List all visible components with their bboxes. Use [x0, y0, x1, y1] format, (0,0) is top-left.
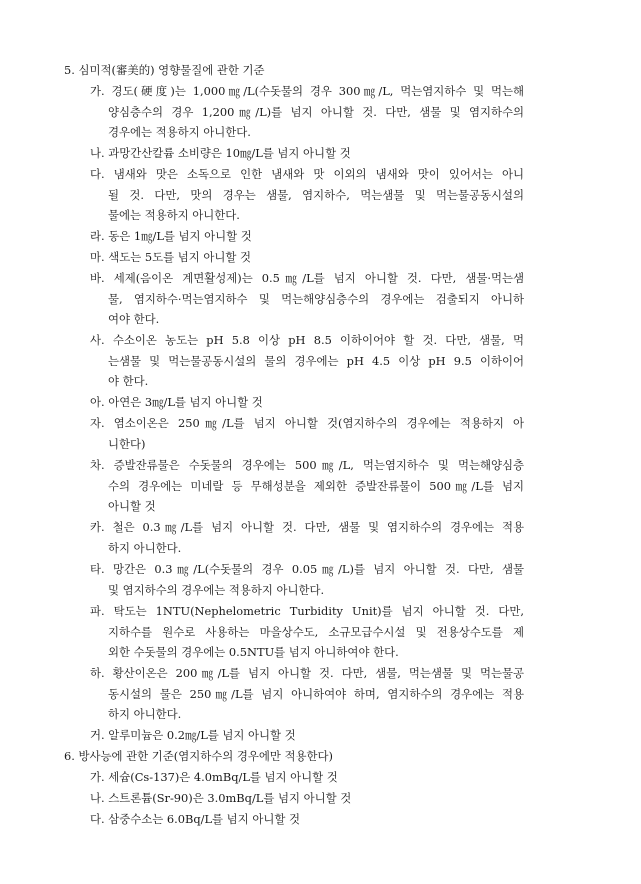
item-line: 카. 철은 0.3㎎/L를 넘지 아니할 것. 다만, 샘물 및 염지하수의 경우에는 적용: [90, 520, 524, 534]
item-line: 될 것. 다만, 맛의 경우는 샘물, 염지하수, 먹는샘물 및 먹는물공동시설의: [108, 188, 524, 202]
item-line: 동시설의 물은 250㎎/L를 넘지 아니하여야 하며, 염지하수의 경우에는 적용: [108, 687, 524, 701]
item-line: 마. 색도는 5도를 넘지 아니할 것: [90, 250, 252, 264]
item-line: 물, 염지하수·먹는염지하수 및 먹는해양심층수의 경우에는 검출되지 아니하: [108, 292, 524, 306]
item-line: 가. 세슘(Cs-137)은 4.0mBq/L를 넘지 아니할 것: [90, 770, 338, 784]
item-line: 타. 망간은 0.3㎎/L(수돗물의 경우 0.05㎎/L)를 넘지 아니할 것. 다만, 샘물: [90, 562, 524, 576]
item-line: 는샘물 및 먹는물공동시설의 물의 경우에는 pH 4.5 이상 pH 9.5 이하이어: [108, 354, 524, 368]
item-line: 거. 알루미늄은 0.2㎎/L를 넘지 아니할 것: [90, 728, 296, 742]
item-line: 자. 염소이온은 250㎎/L를 넘지 아니할 것(염지하수의 경우에는 적용하지 아: [90, 416, 524, 430]
item-line: 여야 한다.: [108, 312, 160, 326]
item-line: 파. 탁도는 1NTU(Nephelometric Turbidity Unit)를 넘지 아니할 것. 다만,: [90, 604, 524, 618]
item-line: 경우에는 적용하지 아니한다.: [108, 125, 251, 139]
item-line: 야 한다.: [108, 374, 149, 388]
item-line: 양심층수의 경우 1,200㎎/L)를 넘지 아니할 것. 다만, 샘물 및 염지하수의: [108, 105, 524, 119]
item-line: 아. 아연은 3㎎/L를 넘지 아니할 것: [90, 395, 263, 409]
item-line: 나. 과망간산칼륨 소비량은 10㎎/L를 넘지 아니할 것: [90, 146, 351, 160]
item-line: 라. 동은 1㎎/L를 넘지 아니할 것: [90, 229, 252, 243]
item-line: 수의 경우에는 미네랄 등 무해성분을 제외한 증발잔류물이 500㎎/L를 넘지: [108, 479, 524, 493]
item-line: 다. 삼중수소는 6.0Bq/L를 넘지 아니할 것: [90, 812, 300, 826]
section-heading: 6. 방사능에 관한 기준(염지하수의 경우에만 적용한다): [64, 749, 333, 763]
item-line: 바. 세제(음이온 계면활성제)는 0.5㎎/L를 넘지 아니할 것. 다만, 샘물·먹는샘: [90, 271, 524, 285]
item-line: 가. 경도(硬度)는 1,000㎎/L(수돗물의 경우 300㎎/L, 먹는염지하수 및 먹는해: [90, 84, 524, 98]
item-line: 니한다): [108, 437, 146, 451]
item-line: 차. 증발잔류물은 수돗물의 경우에는 500㎎/L, 먹는염지하수 및 먹는해양심층: [90, 458, 524, 472]
item-line: 지하수를 원수로 사용하는 마을상수도, 소규모급수시설 및 전용상수도를 제: [108, 625, 524, 639]
item-line: 나. 스트론튬(Sr-90)은 3.0mBq/L를 넘지 아니할 것: [90, 791, 352, 805]
item-line: 물에는 적용하지 아니한다.: [108, 208, 240, 222]
item-line: 하. 황산이온은 200㎎/L를 넘지 아니할 것. 다만, 샘물, 먹는샘물 및 먹는물공: [90, 666, 524, 680]
section-heading: 5. 심미적(審美的) 영향물질에 관한 기준: [64, 63, 265, 77]
item-line: 하지 아니한다.: [108, 541, 182, 555]
item-line: 다. 냄새와 맛은 소독으로 인한 냄새와 맛 이외의 냄새와 맛이 있어서는 아니: [90, 167, 524, 181]
item-line: 사. 수소이온 농도는 pH 5.8 이상 pH 8.5 이하이어야 할 것. 다만, 샘물, 먹: [90, 333, 524, 347]
item-line: 하지 아니한다.: [108, 707, 182, 721]
item-line: 외한 수돗물의 경우에는 0.5NTU를 넘지 아니하여야 한다.: [108, 645, 399, 659]
item-line: 아니할 것: [108, 499, 156, 513]
item-line: 및 염지하수의 경우에는 적용하지 아니한다.: [108, 583, 325, 597]
